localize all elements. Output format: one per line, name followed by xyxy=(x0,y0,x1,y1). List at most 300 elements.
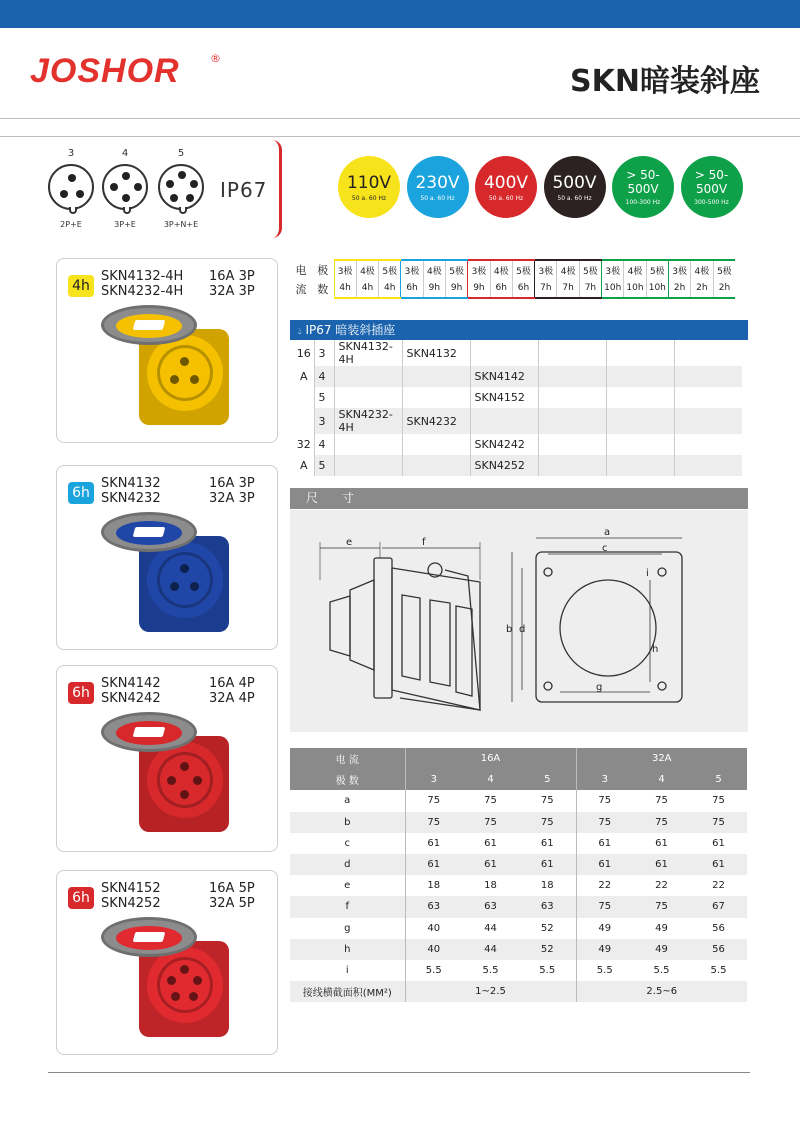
hours-cell: 10h xyxy=(624,279,646,298)
dim-value: 22 xyxy=(576,875,633,896)
current-cell: A xyxy=(299,459,308,472)
voltage-circle xyxy=(475,156,537,218)
wire-16a: 1~2.5 xyxy=(405,981,576,1002)
dim-value: 40 xyxy=(405,918,462,939)
model-row xyxy=(290,340,742,366)
hours-cell: 9h xyxy=(423,279,445,298)
dim-value: 44 xyxy=(484,922,497,934)
pole-cell: 5极 xyxy=(445,260,467,279)
product-card xyxy=(56,465,278,650)
label-f: f xyxy=(422,537,426,548)
socket-lid xyxy=(101,712,197,752)
dim-value: 49 xyxy=(655,922,668,934)
dim-value: 75 xyxy=(690,812,747,833)
product-spec: 32A 5P xyxy=(209,896,255,911)
dim-value: 61 xyxy=(633,854,690,875)
pole-cell: 3极 xyxy=(535,260,557,279)
pin-dot-icon xyxy=(122,172,130,180)
dim-value: 44 xyxy=(462,939,519,960)
empty-model-cell xyxy=(674,455,742,476)
model-4h-cell: SKN4132-4H xyxy=(334,340,402,366)
dim-value: 5.5 xyxy=(576,960,633,981)
dim-value: 75 xyxy=(633,812,690,833)
front-circle xyxy=(560,580,659,676)
empty-model-cell xyxy=(538,387,606,408)
model-6h-red-cell xyxy=(470,408,538,434)
pin-dot-icon xyxy=(166,180,174,188)
pole-number: 4 xyxy=(633,769,690,790)
pole-cell: 3 xyxy=(314,408,334,434)
product-spec: 16A 5P xyxy=(209,881,255,896)
dim-value: 5.5 xyxy=(710,964,727,976)
model-row xyxy=(290,366,742,387)
hours-cell: 4h xyxy=(356,279,378,298)
voltage-value: > 50-500V xyxy=(626,168,660,196)
dim-row xyxy=(290,790,747,811)
empty-model-cell xyxy=(674,434,742,455)
pin-dot-icon xyxy=(170,194,178,202)
lid-label-window xyxy=(133,320,166,330)
dim-header-current xyxy=(290,748,747,769)
dimension-heading: 尺 寸 xyxy=(290,488,748,509)
hours-cell: 7h xyxy=(557,279,579,298)
dim-value: 61 xyxy=(712,837,725,849)
pin-hole-icon xyxy=(167,776,176,785)
socket-lid xyxy=(101,305,197,345)
model-table-heading-text: IP67 暗装斜插座 xyxy=(305,323,396,337)
hours-cell: 6h xyxy=(512,279,534,298)
pole-cell: 4极 xyxy=(423,260,445,279)
dim-value: 75 xyxy=(484,795,497,807)
pole-cell: 3极 xyxy=(334,260,356,279)
dim-value: 63 xyxy=(405,896,462,917)
model-4h-cell xyxy=(334,455,402,476)
dim-name: e xyxy=(344,880,351,892)
pin-hole-icon xyxy=(180,564,189,573)
dim-value: 5.5 xyxy=(482,964,499,976)
pole-cell: 4极 xyxy=(490,260,512,279)
pole-cell: 5极 xyxy=(512,260,534,279)
pole-number: 5 xyxy=(519,769,576,790)
dimension-drawing xyxy=(290,510,748,732)
socket-lid xyxy=(101,512,197,552)
dim-value: 52 xyxy=(519,939,576,960)
pole-cell: 4 xyxy=(314,366,334,387)
dim-row xyxy=(290,854,747,875)
product-code: SKN4232 xyxy=(101,491,161,506)
product-card xyxy=(56,870,278,1055)
voltage-circle xyxy=(612,156,674,218)
empty-model-cell xyxy=(538,340,606,366)
lid-label-window xyxy=(133,932,166,942)
socket-config-label: 3P+N+E xyxy=(163,220,199,229)
pin-dot-icon xyxy=(60,190,68,198)
pin-dot-icon xyxy=(134,183,142,191)
model-6h-red-cell xyxy=(470,340,538,366)
header-divider-2 xyxy=(0,136,800,137)
model-6h-cell xyxy=(402,455,470,476)
voltage-frequency: 50 a. 60 Hz xyxy=(488,195,524,202)
dim-value: 18 xyxy=(484,880,497,892)
dimension-table xyxy=(290,748,747,1002)
empty-model-cell xyxy=(606,387,674,408)
dim-value: 5.5 xyxy=(539,964,556,976)
voltage-value: 230V xyxy=(415,173,460,193)
socket-config-label: 3P+E xyxy=(114,220,136,229)
pole-cell: 3极 xyxy=(602,260,624,279)
dim-value: 49 xyxy=(633,939,690,960)
drop-icon: 💧︎ xyxy=(298,327,302,337)
hours-cell: 6h xyxy=(490,279,512,298)
dim-value: 61 xyxy=(576,833,633,854)
voltage-frequency: 50 a. 60 Hz xyxy=(351,195,387,202)
pin-hole-icon xyxy=(193,976,202,985)
socket-product-image xyxy=(101,712,241,842)
socket-pole-number: 5 xyxy=(177,148,185,159)
pole-cell: 5 xyxy=(314,455,334,476)
side-cap-outline xyxy=(400,570,480,710)
current-cell xyxy=(290,408,314,434)
dim-value: 61 xyxy=(484,837,497,849)
dim-value: 75 xyxy=(576,812,633,833)
pole-number: 3 xyxy=(576,769,633,790)
dim-row xyxy=(290,918,747,939)
empty-model-cell xyxy=(606,366,674,387)
dim-value: 75 xyxy=(655,795,668,807)
socket-face xyxy=(157,552,213,608)
product-spec: 32A 3P xyxy=(209,491,255,506)
model-6h-red-cell: SKN4252 xyxy=(470,455,538,476)
model-6h-cell xyxy=(402,387,470,408)
socket-key-tab xyxy=(179,207,187,214)
model-row xyxy=(290,408,742,434)
current-label: 电 流 xyxy=(290,748,405,769)
socket-face xyxy=(157,345,213,401)
voltage-frequency: 50 a. 60 Hz xyxy=(420,195,455,202)
pole-cell: 5极 xyxy=(646,260,668,279)
socket-pins-icon xyxy=(48,164,94,210)
socket-product-image xyxy=(101,305,241,435)
pin-hole-icon xyxy=(180,762,189,771)
voltage-value: 110V xyxy=(346,173,392,193)
dim-name: i xyxy=(345,964,349,976)
dim-value: 49 xyxy=(576,939,633,960)
model-4h-cell xyxy=(334,434,402,455)
pole-cell: 3极 xyxy=(468,260,490,279)
dim-value: 52 xyxy=(540,922,554,934)
model-4h-cell: SKN4232-4H xyxy=(334,408,402,434)
label-g: g xyxy=(596,682,603,693)
dim-value: 22 xyxy=(655,880,668,892)
pole-cell: 5极 xyxy=(713,260,735,279)
socket-key-tab xyxy=(69,207,77,214)
current-cell: A xyxy=(299,370,308,383)
red-bracket xyxy=(268,140,282,238)
dim-value: 18 xyxy=(405,875,462,896)
dim-value: 67 xyxy=(690,896,747,917)
product-spec: 16A 4P xyxy=(209,676,255,691)
product-code: SKN4142 xyxy=(101,676,161,691)
label-electric: 电 xyxy=(295,263,307,277)
voltage-value: 400V xyxy=(483,173,529,193)
empty-model-cell xyxy=(674,387,742,408)
model-6h-cell xyxy=(402,434,470,455)
hours-cell: 4h xyxy=(379,279,401,298)
model-6h-red-cell: SKN4142 xyxy=(470,366,538,387)
dim-value: 49 xyxy=(576,918,633,939)
model-table-heading xyxy=(290,320,748,340)
dim-row xyxy=(290,875,747,896)
current-cell xyxy=(290,387,314,408)
voltage-frequency: 50 a. 60 Hz xyxy=(557,195,592,202)
dim-name: a xyxy=(344,795,351,807)
product-spec: 32A 4P xyxy=(209,691,255,706)
pole-cell: 3极 xyxy=(401,260,423,279)
empty-model-cell xyxy=(538,434,606,455)
dim-value: 63 xyxy=(519,896,576,917)
dim-value: 56 xyxy=(690,939,747,960)
dim-value: 61 xyxy=(576,854,633,875)
dim-header-poles xyxy=(290,769,747,790)
empty-model-cell xyxy=(606,455,674,476)
empty-model-cell xyxy=(538,366,606,387)
dim-value: 5.5 xyxy=(653,964,670,976)
footer-divider xyxy=(48,1072,750,1073)
model-row xyxy=(290,455,742,476)
pin-dot-icon xyxy=(190,180,198,188)
empty-model-cell xyxy=(674,366,742,387)
dim-value: 75 xyxy=(405,812,462,833)
pole-cell: 5极 xyxy=(379,260,401,279)
side-flange xyxy=(374,558,392,698)
dim-name: f xyxy=(290,896,405,917)
registered-mark: ® xyxy=(210,52,221,65)
hours-cell: 2h xyxy=(668,279,690,298)
dim-value: 75 xyxy=(576,896,633,917)
empty-model-cell xyxy=(674,340,742,366)
label-h: h xyxy=(652,644,659,655)
label-c: c xyxy=(602,543,608,554)
pole-cell: 4极 xyxy=(557,260,579,279)
hours-badge: 6h xyxy=(68,887,94,909)
label-current: 流 xyxy=(295,282,307,296)
product-card xyxy=(56,665,278,852)
model-6h-red-cell: SKN4242 xyxy=(470,434,538,455)
hours-cell: 7h xyxy=(579,279,601,298)
dim-value: 61 xyxy=(405,833,462,854)
current-32a: 32A xyxy=(576,748,747,769)
label-pole: 极 xyxy=(317,263,329,277)
label-a: a xyxy=(604,527,611,538)
dim-value: 61 xyxy=(405,854,462,875)
dim-value: 75 xyxy=(519,812,576,833)
dim-row xyxy=(290,896,747,917)
label-e: e xyxy=(346,537,353,548)
pole-cell: 5极 xyxy=(579,260,601,279)
dim-value: 61 xyxy=(519,854,576,875)
socket-key-tab xyxy=(123,207,131,214)
model-6h-cell: SKN4232 xyxy=(402,408,470,434)
pole-cell: 4极 xyxy=(691,260,713,279)
pole-cell: 3 xyxy=(314,340,334,366)
hours-cell: 7h xyxy=(535,279,557,298)
pin-dot-icon xyxy=(76,190,84,198)
hours-cell: 2h xyxy=(713,279,735,298)
empty-model-cell xyxy=(606,408,674,434)
dim-row xyxy=(290,939,747,960)
model-4h-cell xyxy=(334,387,402,408)
model-row xyxy=(290,387,742,408)
dim-value: 75 xyxy=(405,790,462,811)
pin-dot-icon xyxy=(110,183,118,191)
product-code: SKN4132 xyxy=(101,476,161,491)
voltage-circle xyxy=(544,156,606,218)
product-code: SKN4252 xyxy=(101,896,161,911)
current-16a: 16A xyxy=(405,748,576,769)
ip-rating: IP67 xyxy=(220,178,268,202)
dim-value: 75 xyxy=(540,795,554,807)
pin-dot-icon xyxy=(178,171,186,179)
hours-badge: 6h xyxy=(68,682,94,704)
model-table xyxy=(290,340,742,476)
pole-cell: 3极 xyxy=(668,260,690,279)
dim-value: 75 xyxy=(576,790,633,811)
pole-cell: 5 xyxy=(314,387,334,408)
pin-hole-icon xyxy=(170,582,179,591)
hours-cell: 9h xyxy=(468,279,490,298)
product-code: SKN4232-4H xyxy=(101,284,184,299)
product-code: SKN4242 xyxy=(101,691,161,706)
dim-value: 40 xyxy=(405,939,462,960)
pin-hole-icon xyxy=(180,790,189,799)
wire-label: 接线横截面积(MM²) xyxy=(290,981,405,1002)
dim-name: c xyxy=(344,837,350,849)
empty-model-cell xyxy=(606,340,674,366)
pin-hole-icon xyxy=(190,582,199,591)
socket-pole-number: 3 xyxy=(67,148,75,159)
product-spec: 16A 3P xyxy=(209,269,255,284)
socket-product-image xyxy=(101,512,241,642)
empty-model-cell xyxy=(606,434,674,455)
hours-cell: 10h xyxy=(602,279,624,298)
socket-pins-icon xyxy=(102,164,148,210)
socket-lid xyxy=(101,917,197,957)
dim-value: 61 xyxy=(655,837,668,849)
dim-value: 75 xyxy=(633,896,690,917)
model-6h-cell xyxy=(402,366,470,387)
label-b: b xyxy=(506,624,513,635)
model-row xyxy=(290,434,742,455)
technical-drawing xyxy=(290,510,748,732)
model-4h-cell xyxy=(334,366,402,387)
current-cell: 32 xyxy=(296,438,311,451)
pole-cell: 4极 xyxy=(624,260,646,279)
product-card xyxy=(56,258,278,443)
voltage-value: 500V xyxy=(552,173,597,193)
pin-hole-icon xyxy=(170,375,179,384)
wire-32a: 2.5~6 xyxy=(576,981,747,1002)
pole-number: 4 xyxy=(462,769,519,790)
socket-face xyxy=(157,957,213,1013)
dim-value: 5.5 xyxy=(405,960,462,981)
hours-cell: 4h xyxy=(334,279,356,298)
label-d: d xyxy=(519,624,526,635)
empty-model-cell xyxy=(538,408,606,434)
dim-row xyxy=(290,833,747,854)
front-plate xyxy=(536,552,682,702)
dim-value: 18 xyxy=(540,880,554,892)
pin-hole-icon xyxy=(190,375,199,384)
label-count: 数 xyxy=(317,282,329,296)
hours-cell: 10h xyxy=(646,279,668,298)
page-title: SKN暗装斜座 xyxy=(570,64,760,99)
product-spec: 16A 3P xyxy=(209,476,255,491)
dim-name: b xyxy=(290,812,405,833)
dim-name: g xyxy=(344,922,351,934)
pin-hole-icon xyxy=(193,776,202,785)
socket-config-label: 2P+E xyxy=(60,220,82,229)
socket-pins-icon xyxy=(158,164,204,210)
pole-number: 5 xyxy=(690,769,747,790)
voltage-frequency: 300-500 Hz xyxy=(694,199,729,206)
empty-model-cell xyxy=(674,408,742,434)
dim-value: 22 xyxy=(712,880,725,892)
hours-badge: 4h xyxy=(68,275,94,297)
product-code: SKN4152 xyxy=(101,881,161,896)
pin-hole-icon xyxy=(167,976,176,985)
dim-value: 75 xyxy=(712,795,725,807)
dim-value: 61 xyxy=(690,854,747,875)
pin-dot-icon xyxy=(68,174,76,182)
pin-dot-icon xyxy=(122,194,130,202)
lid-label-window xyxy=(133,727,166,737)
dim-name: d xyxy=(290,854,405,875)
current-cell: 16 xyxy=(296,346,311,360)
socket-face xyxy=(157,752,213,808)
header-divider xyxy=(0,118,800,119)
pole-number: 3 xyxy=(405,769,462,790)
dim-name: h xyxy=(290,939,405,960)
pole-cell: 4极 xyxy=(356,260,378,279)
hours-cell: 2h xyxy=(691,279,713,298)
hours-cell: 9h xyxy=(445,279,467,298)
dim-value: 75 xyxy=(462,812,519,833)
dim-row xyxy=(290,960,747,981)
pin-hole-icon xyxy=(171,992,180,1001)
lid-label-window xyxy=(133,527,166,537)
side-back xyxy=(350,580,374,670)
model-6h-red-cell: SKN4152 xyxy=(470,387,538,408)
pin-hole-icon xyxy=(189,992,198,1001)
side-body xyxy=(392,568,480,710)
socket-pole-number: 4 xyxy=(121,148,129,159)
product-code: SKN4132-4H xyxy=(101,269,184,284)
socket-product-image xyxy=(101,917,241,1047)
pin-hole-icon xyxy=(180,965,189,974)
pole-cell: 4 xyxy=(314,434,334,455)
voltage-value: > 50-500V xyxy=(694,168,729,196)
pin-hole-icon xyxy=(180,357,189,366)
hours-badge: 6h xyxy=(68,482,94,504)
dim-value: 63 xyxy=(462,896,519,917)
wire-row xyxy=(290,981,747,1002)
pole-hours-table xyxy=(290,259,735,299)
voltage-circle xyxy=(681,156,743,218)
dim-value: 56 xyxy=(712,922,725,934)
hours-cell: 6h xyxy=(401,279,423,298)
voltage-frequency: 100-300 Hz xyxy=(625,199,661,206)
dim-value: 61 xyxy=(462,854,519,875)
